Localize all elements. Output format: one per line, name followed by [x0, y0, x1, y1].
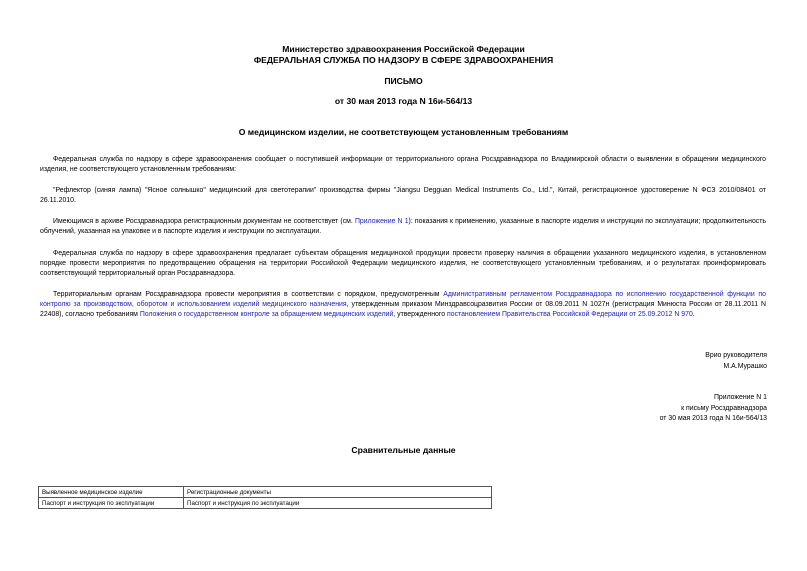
- comparison-heading: Сравнительные данные: [351, 445, 456, 455]
- paragraph-5-text-d: .: [692, 311, 695, 318]
- appendix-reference: к письму Росздравнадзора: [681, 405, 767, 412]
- paragraph-2: [40, 186, 766, 206]
- paragraph-5: [40, 290, 766, 320]
- document-type: ПИСЬМО: [384, 76, 423, 86]
- appendix-date: от 30 мая 2013 года N 16и-564/13: [659, 415, 767, 422]
- table-cell: Регистрационные документы: [184, 487, 492, 498]
- document-date: от 30 мая 2013 года N 16и-564/13: [334, 96, 473, 106]
- regulation-provision-link[interactable]: Положения о государственном контроле за обращением медицинских изделий: [139, 311, 394, 318]
- appendix-1-link[interactable]: Приложение N 1: [354, 218, 409, 225]
- signature-position: Врио руководителя: [705, 352, 767, 359]
- paragraph-4: [40, 249, 766, 279]
- table-cell: Паспорт и инструкция по эксплуатации: [184, 498, 492, 509]
- service-title: ФЕДЕРАЛЬНАЯ СЛУЖБА ПО НАДЗОРУ В СФЕРЕ ЗДРАВООХРАНЕНИЯ: [253, 55, 554, 65]
- paragraph-1: [40, 155, 766, 175]
- paragraph-5-text-b: , утвержденным приказом Минздравсоцразвития России от 08.09.2011 N 1027н (регистрация Минюста России от 28.11.2011 N 22408), согласно требованиям: [40, 301, 766, 318]
- table-row: [39, 487, 492, 498]
- appendix-title: Приложение N 1: [713, 394, 767, 401]
- government-decree-link[interactable]: постановлением Правительства Российской Федерации от 25.09.2012 N 970: [447, 311, 693, 318]
- paragraph-3-text-a: Имеющимся в архиве Росздравнадзора регистрационным документам не соответствует (см.: [53, 218, 355, 225]
- paragraph-5-text-a: Территориальным органам Росздравнадзора провести мероприятия в соответствии с порядком, предусмотренным: [53, 291, 444, 298]
- paragraph-1-text: Федеральная служба по надзору в сфере здравоохранения сообщает о поступившей информации от территориального органа Росздравнадзора по Владимирской области о выявлении в обращении медицинского изделия, не соответствующего установленным требованиям:: [40, 156, 766, 173]
- paragraph-4-text: Федеральная служба по надзору в сфере здравоохранения предлагает субъектам обращения медицинской продукции провести проверку наличия в обращении указанного медицинского изделия, в установленном порядке провести мероприятия по предотвращению обращения на территории Российской Федерации медицинского изделия, не соответствующего установленным требованиям, и о результатах проинформировать соответствующий территориальный орган Росздравнадзора.: [40, 250, 766, 277]
- regulation-link[interactable]: Административным регламентом Росздравнадзора по исполнению государственной функции по контролю за производством, оборотом и использованием изделий медицинского назначения: [40, 291, 766, 308]
- table-cell: Выявленное медицинское изделие: [39, 487, 184, 498]
- table-cell: Паспорт и инструкция по эксплуатации: [39, 498, 184, 509]
- paragraph-3-text-b: ): показания к применению, указанные в паспорте изделия и инструкции по эксплуатации; продолжительность облучений, указанная на упаковке и в паспорте изделия и инструкции по эксплуатации.: [40, 218, 766, 235]
- table-row: [39, 498, 492, 509]
- comparison-table: [38, 486, 492, 509]
- signature-name: М.А.Мурашко: [723, 363, 767, 370]
- paragraph-5-text-c: , утвержденного: [393, 311, 447, 318]
- document-subject: О медицинском изделии, не соответствующем установленным требованиям: [238, 127, 569, 137]
- ministry-title: Министерство здравоохранения Российской Федерации: [282, 44, 525, 54]
- paragraph-2-text: "Рефлектор (синяя лампа) "Ясное солнышко" медицинский для светотерапии" производства фирмы "Jiangsu Degguan Medical Instruments Co., Ltd.", Китай, регистрационное удостоверение N ФСЗ 2010/08401 от 26.11.2010.: [40, 187, 766, 204]
- paragraph-3: [40, 217, 766, 237]
